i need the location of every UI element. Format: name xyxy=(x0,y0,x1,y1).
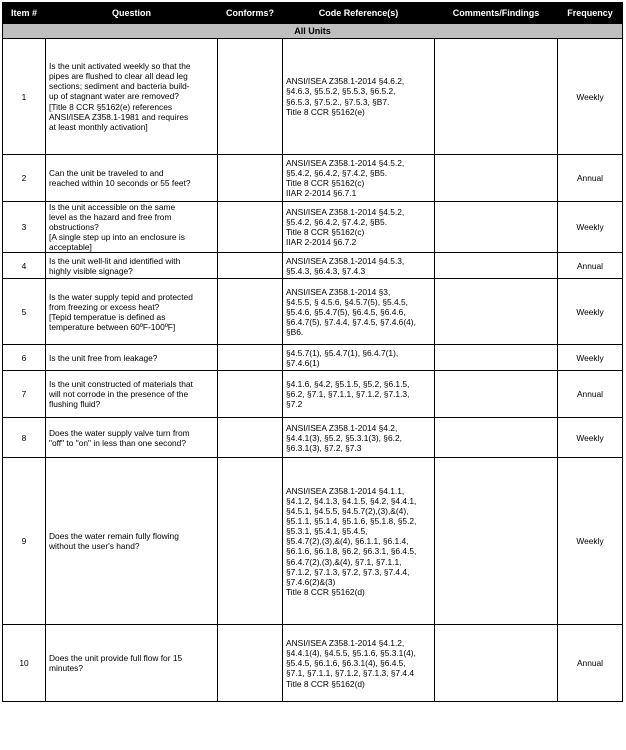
code-reference-line: §4.4.1(3), §5.2, §5.3.1(3), §6.2, xyxy=(286,432,402,443)
code-reference-cell xyxy=(283,253,435,279)
comments-findings-cell[interactable] xyxy=(435,458,558,625)
code-reference-cell xyxy=(283,155,435,202)
question-line: flushing fluid? xyxy=(49,399,101,410)
question-line: [Title 8 CCR §5162(e) references xyxy=(49,101,173,112)
table-row xyxy=(3,39,623,155)
code-reference-line: IIAR 2-2014 §6.7.2 xyxy=(286,237,357,248)
conforms-cell[interactable] xyxy=(218,345,283,371)
table-row xyxy=(3,155,623,202)
code-reference-line: §5.4.5, §6.1.6, §6.3.1(4), §6.4.5, xyxy=(286,658,406,669)
code-reference-line: §5.4.7(2),(3),&(4), §6.1.1, §6.1.4, xyxy=(286,536,409,547)
frequency-cell: Weekly xyxy=(558,202,623,253)
question-cell xyxy=(46,202,218,253)
comments-findings-cell[interactable] xyxy=(435,253,558,279)
table-row xyxy=(3,253,623,279)
item-number-cell: 9 xyxy=(3,458,46,625)
code-reference-line: §6.3.1(3), §7.2, §7.3 xyxy=(286,442,362,453)
table-row xyxy=(3,279,623,345)
code-reference-cell xyxy=(283,202,435,253)
question-cell xyxy=(46,458,218,625)
conforms-cell[interactable] xyxy=(218,458,283,625)
question-cell xyxy=(46,345,218,371)
header-item-number: Item # xyxy=(3,3,46,24)
header-frequency: Frequency xyxy=(558,3,623,24)
item-number-cell: 3 xyxy=(3,202,46,253)
code-reference-line: Title 8 CCR §5162(d) xyxy=(286,678,365,689)
code-reference-line: §4.6.3, §5.5.2, §5.5.3, §6.5.2, xyxy=(286,86,396,97)
code-reference-line: §7.1, §7.1.1, §7.1.2, §7.1.3, §7.4.4 xyxy=(286,668,415,679)
item-number-cell: 4 xyxy=(3,253,46,279)
section-row xyxy=(3,24,623,39)
code-reference-line: §4.1.2, §4.1.3, §4.1.5, §4.2, §4.4.1, xyxy=(286,496,417,507)
frequency-cell: Annual xyxy=(558,625,623,702)
table-body xyxy=(3,24,623,702)
code-reference-line: §6.4.7(5), §7.4.4, §7.4.5, §7.4.6(4), xyxy=(286,316,416,327)
section-label: All Units xyxy=(3,24,623,39)
code-reference-line: IIAR 2-2014 §6.7.1 xyxy=(286,188,357,199)
question-line: up of stagnant water are removed? xyxy=(49,91,179,102)
item-number-cell: 7 xyxy=(3,371,46,418)
code-reference-line: §5.1.1, §5.1.4, §5.1.6, §5.1.8, §5.2, xyxy=(286,516,417,527)
code-reference-line: §6.4.7(2),(3),&(4), §7.1, §7.1.1, xyxy=(286,556,402,567)
table-row xyxy=(3,345,623,371)
question-line: Does the water remain fully flowing xyxy=(49,531,179,542)
question-line: "off" to "on" in less than one second? xyxy=(49,437,186,448)
code-reference-line: §7.2 xyxy=(286,399,303,410)
code-reference-line: ANSI/ISEA Z358.1-2014 §4.5.2, xyxy=(286,157,405,168)
code-reference-line: §5.4.3, §6.4.3, §7.4.3 xyxy=(286,265,366,276)
table-header xyxy=(3,3,623,24)
code-reference-line: §6.5.3, §7.5.2., §7.5.3, §B7. xyxy=(286,96,390,107)
question-line: Is the unit well-lit and identified with xyxy=(49,255,181,266)
code-reference-line: §6.1.6, §6.1.8, §6.2, §6.3.1, §6.4.5, xyxy=(286,546,417,557)
code-reference-line: Title 8 CCR §5162(c) xyxy=(286,227,365,238)
comments-findings-cell[interactable] xyxy=(435,418,558,458)
conforms-cell[interactable] xyxy=(218,418,283,458)
question-line: ANSI/ISEA Z358.1-1981 and requires xyxy=(49,111,189,122)
code-reference-line: §B6. xyxy=(286,327,304,337)
inspection-checklist-table xyxy=(2,2,623,702)
code-reference-cell xyxy=(283,371,435,418)
table-row xyxy=(3,458,623,625)
code-reference-line: Title 8 CCR §5162(c) xyxy=(286,178,365,188)
question-line: highly visible signage? xyxy=(49,265,133,276)
question-line: Is the unit accessible on the same xyxy=(49,202,176,212)
item-number-cell: 10 xyxy=(3,625,46,702)
question-cell xyxy=(46,253,218,279)
header-question: Question xyxy=(46,3,218,24)
question-line: without the user's hand? xyxy=(49,541,140,552)
code-reference-line: ANSI/ISEA Z358.1-2014 §4.6.2, xyxy=(286,76,405,87)
conforms-cell[interactable] xyxy=(218,202,283,253)
conforms-cell[interactable] xyxy=(218,625,283,702)
code-reference-line: §4.5.1, §4.5.5, §4.5.7(2),(3),&(4), xyxy=(286,506,409,517)
question-line: temperature between 60ºF-100ºF] xyxy=(49,321,176,332)
comments-findings-cell[interactable] xyxy=(435,625,558,702)
code-reference-cell xyxy=(283,418,435,458)
question-line: level as the hazard and free from xyxy=(49,212,172,223)
code-reference-line: ANSI/ISEA Z358.1-2014 §4.5.2, xyxy=(286,207,405,218)
question-line: Is the unit activated weekly so that the xyxy=(49,61,191,72)
frequency-cell: Annual xyxy=(558,155,623,202)
code-reference-line: §4.1.6, §4.2, §5.1.5, §5.2, §6.1.5, xyxy=(286,379,410,390)
question-line: acceptable] xyxy=(49,242,92,253)
question-cell xyxy=(46,371,218,418)
frequency-cell: Weekly xyxy=(558,458,623,625)
code-reference-line: §5.4.2, §6.4.2, §7.4.2, §B5. xyxy=(286,167,388,178)
code-reference-line: ANSI/ISEA Z358.1-2014 §4.2, xyxy=(286,422,398,433)
code-reference-line: §7.4.6(1) xyxy=(286,357,320,368)
question-line: Does the unit provide full flow for 15 xyxy=(49,653,183,664)
comments-findings-cell[interactable] xyxy=(435,371,558,418)
code-reference-cell xyxy=(283,625,435,702)
code-reference-line: §5.4.2, §6.4.2, §7.4.2, §B5. xyxy=(286,217,388,228)
question-cell xyxy=(46,418,218,458)
code-reference-line: Title 8 CCR §5162(d) xyxy=(286,586,365,597)
code-reference-line: §5.4.6, §5.4.7(5), §6.4.5, §6.4.6, xyxy=(286,306,406,317)
conforms-cell[interactable] xyxy=(218,279,283,345)
frequency-cell: Weekly xyxy=(558,279,623,345)
header-conforms: Conforms? xyxy=(218,3,283,24)
comments-findings-cell[interactable] xyxy=(435,345,558,371)
question-line: pipes are flushed to clear all dead leg xyxy=(49,71,188,82)
comments-findings-cell[interactable] xyxy=(435,202,558,253)
code-reference-cell xyxy=(283,458,435,625)
code-reference-line: §4.4.1(4), §4.5.5, §5.1.6, §5.3.1(4), xyxy=(286,648,416,659)
question-line: from freezing or excess heat? xyxy=(49,301,160,312)
code-reference-line: §6.2, §7.1, §7.1.1, §7.1.2, §7.1.3, xyxy=(286,389,410,400)
question-cell xyxy=(46,39,218,155)
conforms-cell[interactable] xyxy=(218,253,283,279)
code-reference-line: §7.1.2, §7.1.3, §7.2, §7.3, §7.4.4, xyxy=(286,566,410,577)
question-line: obstructions? xyxy=(49,222,99,233)
comments-findings-cell[interactable] xyxy=(435,279,558,345)
table-row xyxy=(3,418,623,458)
code-reference-line: §5.3.1, §5.4.1, §5.4.5, xyxy=(286,526,368,537)
frequency-cell: Weekly xyxy=(558,345,623,371)
conforms-cell[interactable] xyxy=(218,371,283,418)
question-line: Can the unit be traveled to and xyxy=(49,167,164,178)
code-reference-line: Title 8 CCR §5162(e) xyxy=(286,106,365,117)
frequency-cell: Annual xyxy=(558,253,623,279)
comments-findings-cell[interactable] xyxy=(435,39,558,155)
frequency-cell: Weekly xyxy=(558,418,623,458)
code-reference-line: §7.4.6(2)&(3) xyxy=(286,576,336,587)
question-line: Is the water supply tepid and protected xyxy=(49,291,193,302)
code-reference-cell xyxy=(283,39,435,155)
table-row xyxy=(3,625,623,702)
conforms-cell[interactable] xyxy=(218,155,283,202)
item-number-cell: 5 xyxy=(3,279,46,345)
code-reference-line: §4.5.7(1), §5.4.7(1), §6.4.7(1), xyxy=(286,347,399,358)
question-line: Is the unit constructed of materials that xyxy=(49,379,193,390)
question-line: will not corrode in the presence of the xyxy=(49,389,189,400)
question-line: Does the water supply valve turn from xyxy=(49,427,190,438)
header-code-references: Code Reference(s) xyxy=(283,3,435,24)
question-line: Is the unit free from leakage? xyxy=(49,352,158,363)
conforms-cell[interactable] xyxy=(218,39,283,155)
frequency-cell: Weekly xyxy=(558,39,623,155)
item-number-cell: 1 xyxy=(3,39,46,155)
table-row xyxy=(3,202,623,253)
code-reference-line: ANSI/ISEA Z358.1-2014 §3, xyxy=(286,286,391,297)
question-cell xyxy=(46,279,218,345)
frequency-cell: Annual xyxy=(558,371,623,418)
question-line: at least monthly activation] xyxy=(49,121,148,132)
question-line: [A single step up into an enclosure is xyxy=(49,232,185,243)
code-reference-line: ANSI/ISEA Z358.1-2014 §4.5.3, xyxy=(286,255,405,266)
item-number-cell: 8 xyxy=(3,418,46,458)
question-line: reached within 10 seconds or 55 feet? xyxy=(49,178,191,188)
question-line: minutes? xyxy=(49,663,83,674)
code-reference-cell xyxy=(283,345,435,371)
code-reference-line: ANSI/ISEA Z358.1-2014 §4.1.1, xyxy=(286,485,405,496)
question-line: [Tepid temperatue is defined as xyxy=(49,311,166,322)
header-comments-findings: Comments/Findings xyxy=(435,3,558,24)
question-cell xyxy=(46,155,218,202)
question-line: sections; sediment and bacteria build- xyxy=(49,81,190,92)
header-row xyxy=(3,3,623,24)
code-reference-line: §4.5.5, § 4.5.6, §4.5.7(5), §5.4.5, xyxy=(286,296,408,307)
question-cell xyxy=(46,625,218,702)
code-reference-line: ANSI/ISEA Z358.1-2014 §4.1.2, xyxy=(286,638,405,649)
table-row xyxy=(3,371,623,418)
item-number-cell: 6 xyxy=(3,345,46,371)
comments-findings-cell[interactable] xyxy=(435,155,558,202)
code-reference-cell xyxy=(283,279,435,345)
item-number-cell: 2 xyxy=(3,155,46,202)
